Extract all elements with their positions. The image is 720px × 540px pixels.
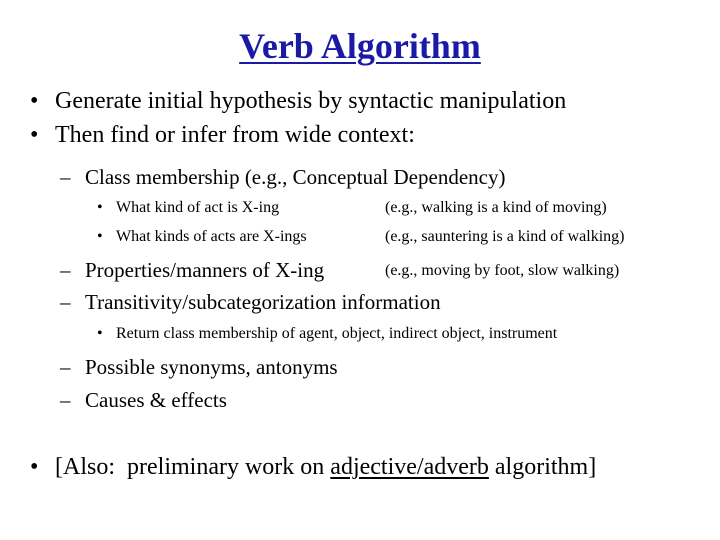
bullet-icon: •: [97, 228, 103, 245]
item-class-membership: Class membership (e.g., Conceptual Dependency): [85, 165, 506, 189]
bullet-generate-hypothesis: Generate initial hypothesis by syntactic manipulation: [55, 88, 567, 114]
dash-icon: –: [60, 290, 71, 314]
sub-item-kind-of-act: What kind of act is X-ing: [116, 199, 280, 216]
dash-icon: –: [60, 258, 71, 282]
adjective-adverb-link[interactable]: adjective/adverb: [330, 454, 489, 480]
dash-icon: –: [60, 165, 71, 189]
bullet-icon: •: [30, 122, 39, 148]
sub-item-kinds-of-acts-example: (e.g., sauntering is a kind of walking): [385, 228, 625, 245]
item-properties-example: (e.g., moving by foot, slow walking): [385, 262, 620, 279]
item-transitivity: Transitivity/subcategorization information: [85, 290, 441, 314]
item-properties-manners: Properties/manners of X-ing: [85, 258, 325, 282]
bullet-icon: •: [97, 199, 103, 216]
also-suffix: algorithm]: [488, 454, 597, 480]
dash-icon: –: [60, 355, 71, 379]
sub-item-kinds-of-acts: What kinds of acts are X-ings: [116, 228, 307, 245]
dash-icon: –: [60, 388, 71, 412]
bullet-icon: •: [30, 88, 39, 114]
sub-item-return-class: Return class membership of agent, object, indirect object, instrument: [116, 325, 558, 342]
item-causes-effects: Causes & effects: [85, 388, 227, 412]
bullet-find-infer-context: Then find or infer from wide context:: [55, 122, 415, 148]
bullet-icon: •: [97, 325, 103, 342]
item-synonyms: Possible synonyms, antonyms: [85, 355, 338, 379]
also-prefix: [Also: preliminary work on: [55, 454, 331, 480]
sub-item-kind-of-act-example: (e.g., walking is a kind of moving): [385, 199, 607, 216]
bullet-icon: •: [30, 454, 39, 480]
slide-title: Verb Algorithm: [239, 26, 481, 66]
bullet-also: [55, 455, 596, 479]
